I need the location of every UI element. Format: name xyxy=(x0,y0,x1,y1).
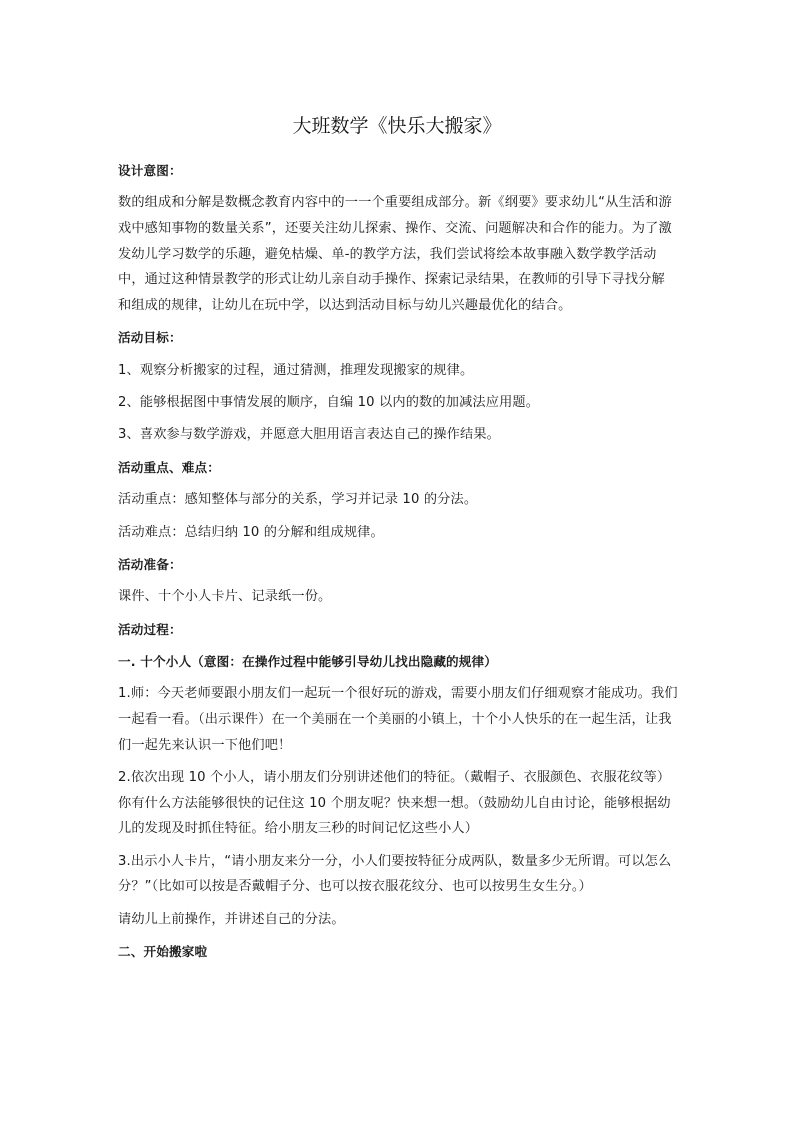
preparation-heading: 活动准备： xyxy=(118,556,182,572)
key-point: 活动重点：感知整体与部分的关系，学习并记录 10 的分法。 xyxy=(118,492,478,508)
preparation-text: 课件、十个小人卡片、记录纸一份。 xyxy=(118,589,332,605)
design-paragraph: 数的组成和分解是数概念教育内容中的一一个重要组成部分。新《纲要》要求幼儿“从生活和游戏中感知事物的数量关系”，还要关注幼儿探索、操作、交流、问题解决和合作的能力。为了激发幼儿学习数学的乐趣，避免枯燥、单-的教学方法，我们尝试将绘本故事融入数学教学活动中，通过这种情景教学的形式让幼儿亲自动手操作、探索记录结果，在教师的引导下寻找分解和组成的规律，让幼儿在玩中学，以达到活动目标与幼儿兴趣最优化的结合。 xyxy=(118,195,672,313)
process-heading: 活动过程： xyxy=(118,621,182,637)
difficulty-point: 活动难点：总结归纳 10 的分解和组成规律。 xyxy=(118,524,384,540)
goal-item: 2、能够根据图中事情发展的顺序，自编 10 以内的数的加减法应用题。 xyxy=(118,394,540,410)
goal-item: 1、观察分析搬家的过程，通过猜测，推理发现搬家的规律。 xyxy=(118,362,474,378)
section-two-heading: 二、开始搬家啦 xyxy=(118,943,208,959)
goals-heading: 活动目标： xyxy=(118,330,182,346)
document-body xyxy=(118,158,678,971)
document-title: 大班数学《快乐大搬家》 xyxy=(292,115,502,137)
design-heading: 设计意图： xyxy=(118,163,182,178)
section-one-step: 1.师：今天老师要跟小朋友们一起玩一个很好玩的游戏，需要小朋友们仔细观察才能成功。我们一起看一看。（出示课件）在一个美丽在一个美丽的小镇上，十个小人快乐的在一起生活，让我们一起先来认识一下他们吧！ xyxy=(118,686,678,753)
goal-item: 3、喜欢参与数学游戏，并愿意大胆用语言表达自己的操作结果。 xyxy=(118,427,500,443)
key-points-heading: 活动重点、难点： xyxy=(118,459,220,475)
section-one-step: 请幼儿上前操作，并讲述自己的分法。 xyxy=(118,911,345,927)
section-one-step: 3.出示小人卡片，“请小朋友来分一分，小人们要按特征分成两队，数量多少无所谓。可以怎么分？”（比如可以按是否戴帽子分、也可以按衣服花纹分、也可以按男生女生分。） xyxy=(118,853,672,895)
section-one-step: 2.依次出现 10 个小人，请小朋友们分别讲述他们的特征。（戴帽子、衣服颜色、衣服花纹等）你有什么方法能够很快的记住这 10 个朋友呢？快来想一想。（鼓励幼儿自由讨论，能够根据幼儿的发现及时抓住特征。给小朋友三秒的时间记忆这些小人） xyxy=(118,770,671,837)
section-one-heading: 一. 十个小人（意图：在操作过程中能够引导幼儿找出隐藏的规律） xyxy=(118,654,498,670)
